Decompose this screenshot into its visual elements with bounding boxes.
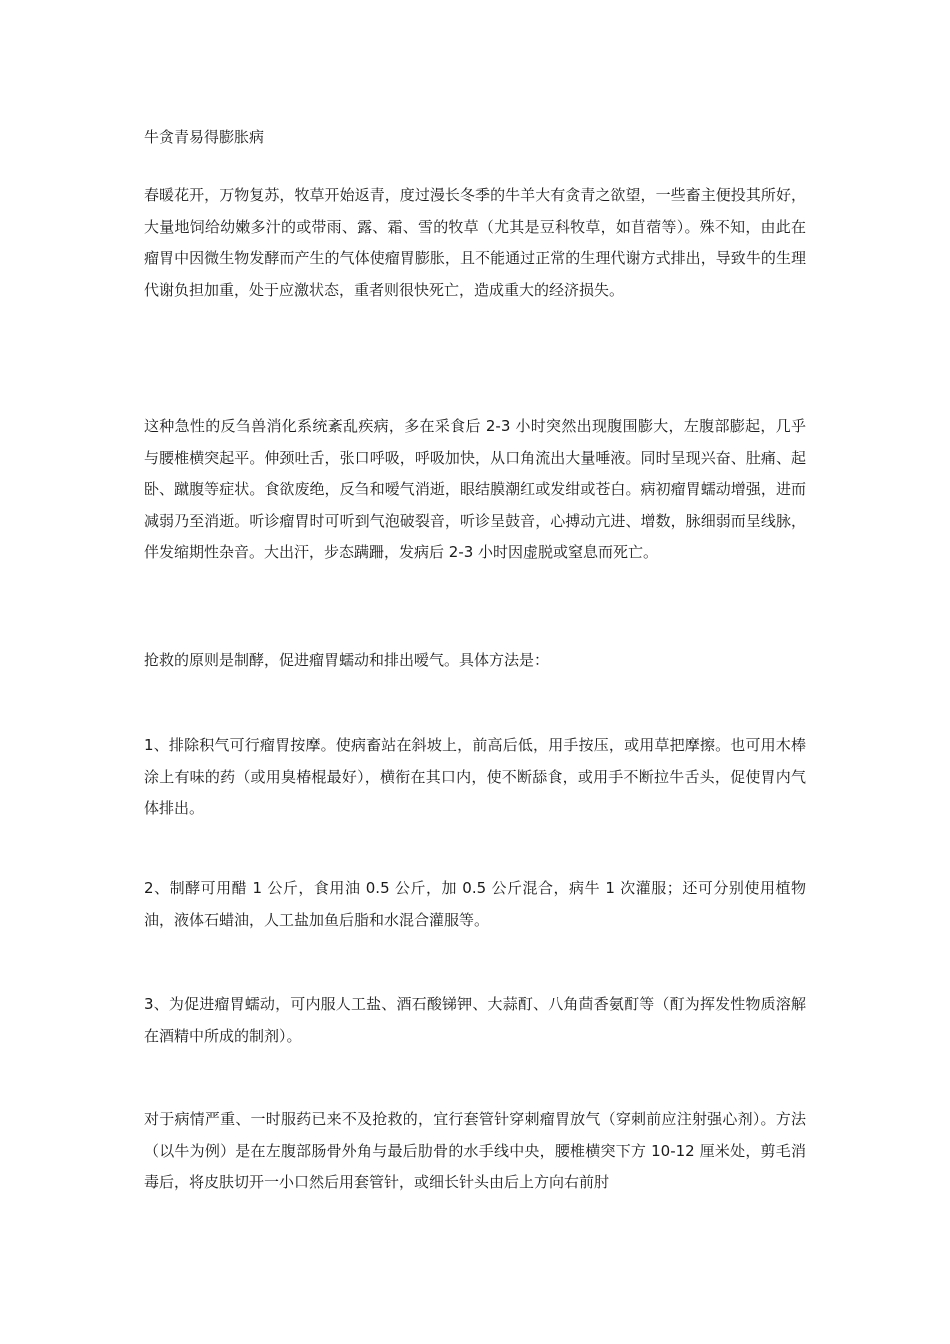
paragraph-puncture: 对于病情严重、一时服药已来不及抢救的，宜行套管针穿刺瘤胃放气（穿刺前应注射强心剂）。方法（以牛为例）是在左腹部肠骨外角与最后肋骨的水手线中央，腰椎横突下方 10-12 厘米处，剪毛消毒后，将皮肤切开一小口然后用套管针，或细长针头由后上方向右前肘 xyxy=(144,1110,806,1191)
paragraph-symptoms: 这种急性的反刍兽消化系统紊乱疾病，多在采食后 2-3 小时突然出现腹围膨大，左腹部膨起，几乎与腰椎横突起平。伸颈吐舌，张口呼吸，呼吸加快，从口角流出大量唾液。同时呈现兴奋、肚痛、起卧、蹴腹等症状。食欲废绝，反刍和嗳气消逝，眼结膜潮红或发绀或苍白。病初瘤胃蠕动增强，进而减弱乃至消逝。听诊瘤胃时可听到气泡破裂音，听诊呈鼓音，心搏动亢进、增数，脉细弱而呈线脉，伴发缩期性杂音。大出汗，步态蹒跚，发病后 2-3 小时因虚脱或窒息而死亡。 xyxy=(144,417,806,561)
document-title: 牛贪青易得膨胀病 xyxy=(144,128,265,146)
paragraph-intro: 春暖花开，万物复苏，牧草开始返青，度过漫长冬季的牛羊大有贪青之欲望，一些畜主便投其所好，大量地饲给幼嫩多汁的或带雨、露、霜、雪的牧草（尤其是豆科牧草，如苜蓿等）。殊不知，由此在瘤胃中因微生物发酵而产生的气体使瘤胃膨胀，且不能通过正常的生理代谢方式排出，导致牛的生理代谢负担加重，处于应激状态，重者则很快死亡，造成重大的经济损失。 xyxy=(144,186,806,299)
paragraph-method-3: 3、为促进瘤胃蠕动，可内服人工盐、酒石酸锑钾、大蒜酊、八角茴香氨酊等（酊为挥发性物质溶解在酒精中所成的制剂）。 xyxy=(144,995,806,1045)
paragraph-method-1: 1、排除积气可行瘤胃按摩。使病畜站在斜坡上，前高后低，用手按压，或用草把摩擦。也可用木棒涂上有味的药（或用臭椿棍最好），横衔在其口内，使不断舔食，或用手不断拉牛舌头，促使胃内气体排出。 xyxy=(144,736,806,817)
paragraph-principle: 抢救的原则是制酵，促进瘤胃蠕动和排出嗳气。具体方法是： xyxy=(144,651,550,669)
paragraph-method-2: 2、制酵可用醋 1 公斤，食用油 0.5 公斤，加 0.5 公斤混合，病牛 1 次灌服；还可分别使用植物油，液体石蜡油，人工盐加鱼后脂和水混合灌服等。 xyxy=(144,879,806,929)
